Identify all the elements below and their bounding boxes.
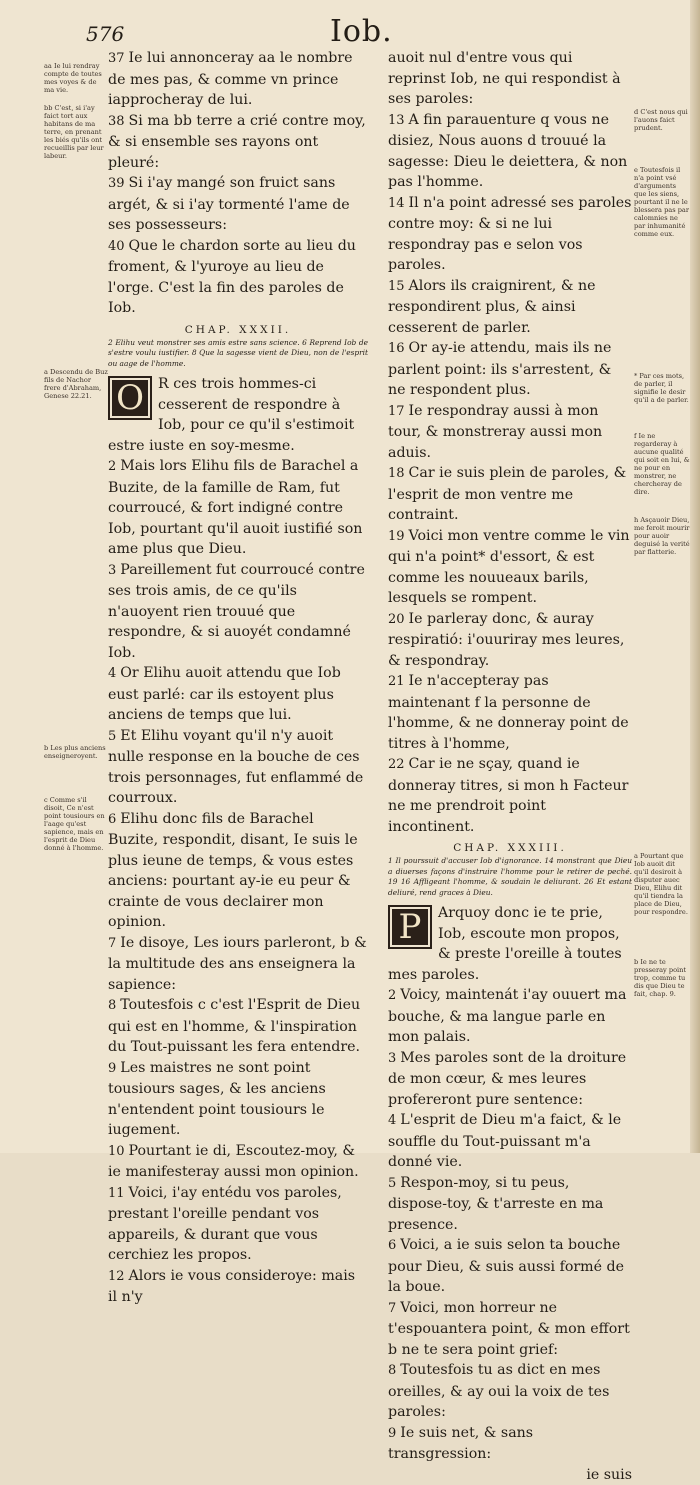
- verse-32-5: 5 Et Elihu voyant qu'il n'y auoit nulle response en la bouche de ces trois personnages, fut enflammé de courroux.: [108, 726, 368, 809]
- verse-31-38: 38 Si ma bb terre a crié contre moy, & si ensemble ses rayons ont pleuré:: [108, 111, 368, 174]
- verse-32-19: 19 Voici mon ventre comme le vin qui n'a point* d'essort, & est comme les nouueaux barils, lesquels se rompent.: [388, 526, 632, 609]
- verse-32-2: 2 Mais lors Elihu fils de Barachel a Buzite, de la famille de Ram, fut courroucé, & fort indigné contre Iob, pourtant qu'il auoit iustifié son ame plus que Dieu.: [108, 456, 368, 560]
- margin-note-e: e Toutesfois il n'a point vsé d'arguments que les siens, pourtant il ne le blessera pas par calomnies ne par inhumanité comme eux.: [634, 166, 690, 238]
- margin-note-f: f Ie ne regarderay à aucune qualité qui soit en lui, & ne pour en monstrer, ne chercheray de dire.: [634, 432, 690, 496]
- verse-33-1: P Arquoy donc ie te prie, Iob, escoute mon propos, & preste l'oreille à toutes mes paroles.: [388, 903, 632, 985]
- chapter-summary: 1 Il pourssuit d'accuser Iob d'ignorance. 14 monstrant que Dieu a diuerses façons d'instruire l'homme pour le retirer de peché. 19 16 Affligeant l'homme, & soudain le deliurant. 26 Et estant deliuré, rend graces à Dieu.: [388, 856, 632, 898]
- drop-cap: P: [388, 905, 432, 949]
- verse-33-8: 8 Toutesfois tu as dict en mes oreilles, & ay oui la voix de tes paroles:: [388, 1360, 632, 1423]
- verse-32-3: 3 Pareillement fut courroucé contre ses trois amis, de ce qu'ils n'auoyent rien trouué que respondre, & si auoyét condamné Iob.: [108, 560, 368, 664]
- verse-32-9: 9 Les maistres ne sont point tousiours sages, & les anciens n'entendent point tousiours le iugement.: [108, 1058, 368, 1141]
- verse-32-18: 18 Car ie suis plein de paroles, & l'esprit de mon ventre me contraint.: [388, 463, 632, 526]
- verse-33-3: 3 Mes paroles sont de la droiture de mon cœur, & mes leures profereront pure sentence:: [388, 1048, 632, 1111]
- margin-note-star: * Par ces mots, de parler, il signifie le desir qu'il a de parler.: [634, 372, 690, 404]
- chapter-summary: 2 Elihu veut monstrer ses amis estre sans science. 6 Reprend Iob de s'estre voulu iustifier. 8 Que la sagesse vient de Dieu, non de l'esprit ou aage de l'homme.: [108, 338, 368, 370]
- margin-note-h: h Asçauoir Dieu, me feroit mourir pour auoir deguisé la verité par flatterie.: [634, 516, 690, 556]
- verse-32-6: 6 Elihu donc fils de Barachel Buzite, respondit, disant, Ie suis le plus ieune de temps, & vous estes anciens: pourtant ay-ie eu peur & crainte de vous declairer mon opinion.: [108, 809, 368, 933]
- verse-32-1: O R ces trois hommes-ci cesserent de respondre à Iob, pour ce qu'il s'estimoit estre iuste en soy-mesme.: [108, 374, 368, 456]
- folio-number: 576: [86, 22, 124, 46]
- verse-33-9: 9 Ie suis net, & sans transgression:: [388, 1423, 632, 1465]
- verse-31-40: 40 Que le chardon sorte au lieu du froment, & l'yuroye au lieu de l'orge. C'est la fin des paroles de Iob.: [108, 236, 368, 319]
- verse-32-17: 17 Ie respondray aussi à mon tour, & monstreray aussi mon aduis.: [388, 401, 632, 464]
- verse-32-7: 7 Ie disoye, Les iours parleront, b & la multitude des ans enseignera la sapience:: [108, 933, 368, 996]
- verse-32-12-cont: auoit nul d'entre vous qui reprinst Iob, ne qui respondist à ses paroles:: [388, 48, 632, 110]
- running-title: Iob.: [330, 14, 393, 49]
- verse-31-37: 37 Ie lui annonceray aa le nombre de mes pas, & comme vn prince iapprocheray de lui.: [108, 48, 368, 111]
- verse-31-39: 39 Si i'ay mangé son fruict sans argét, & si i'ay tormenté l'ame de ses possesseurs:: [108, 173, 368, 236]
- verse-32-21: 21 Ie n'accepteray pas maintenant f la personne de l'homme, & ne donneray point de titres à l'homme,: [388, 671, 632, 754]
- verse-32-8: 8 Toutesfois c c'est l'Esprit de Dieu qui est en l'homme, & l'inspiration du Tout-puissant les fera entendre.: [108, 995, 368, 1058]
- margin-note-b: b Les plus anciens enseigneroyent.: [44, 744, 108, 760]
- verse-32-13: 13 A fin parauenture q vous ne disiez, Nous auons d trouué la sagesse: Dieu le deiettera, & non pas l'homme.: [388, 110, 632, 193]
- drop-cap: O: [108, 376, 152, 420]
- margin-note-a2: a Pourtant que Iob auoit dit qu'il desiroit à disputer auec Dieu, Elihu dit qu'il tiendra la place de Dieu, pour respondre.: [634, 852, 690, 916]
- margin-note-bb: bb C'est, si i'ay faict tort aux habitans de ma terre, en prenant les biés qu'ils ont recueillis par leur labeur.: [44, 104, 108, 160]
- chapter-heading: CHAP. XXXIII.: [388, 842, 632, 854]
- verse-33-5: 5 Respon-moy, si tu peus, dispose-toy, & t'arreste en ma presence.: [388, 1173, 632, 1236]
- verse-32-4: 4 Or Elihu auoit attendu que Iob eust parlé: car ils estoyent plus anciens de temps que lui.: [108, 663, 368, 726]
- verse-32-16: 16 Or ay-ie attendu, mais ils ne parlent point: ils s'arrestent, & ne respondent plus.: [388, 338, 632, 401]
- verse-33-2: 2 Voicy, maintenát i'ay ouuert ma bouche, & ma langue parle en mon palais.: [388, 985, 632, 1048]
- page-edge: [690, 0, 700, 1153]
- verse-32-11: 11 Voici, i'ay entédu vos paroles, prestant l'oreille pendant vos appareils, & durant que vous cerchiez les propos.: [108, 1183, 368, 1266]
- margin-note-aa: aa Ie lui rendray compte de toutes mes voyes & de ma vie.: [44, 62, 108, 94]
- verse-32-10: 10 Pourtant ie di, Escoutez-moy, & ie manifesteray aussi mon opinion.: [108, 1141, 368, 1183]
- verse-33-7: 7 Voici, mon horreur ne t'espouantera point, & mon effort b ne te sera point grief:: [388, 1298, 632, 1361]
- margin-note-b2: b Ie ne te presseray point trop, comme tu dis que Dieu te fait, chap. 9.: [634, 958, 690, 998]
- verse-32-22: 22 Car ie ne sçay, quand ie donneray titres, si mon h Facteur ne me prendroit point incontinent.: [388, 754, 632, 837]
- margin-note-c: c Comme s'il disoit, Ce n'est point tousiours en l'aage qu'est sapience, mais en l'esprit de Dieu donné à l'homme.: [44, 796, 108, 852]
- catchword: ie suis: [388, 1465, 632, 1485]
- left-column: [108, 48, 368, 1308]
- verse-33-4: 4 L'esprit de Dieu m'a faict, & le souffle du Tout-puissant m'a donné vie.: [388, 1110, 632, 1173]
- verse-33-6: 6 Voici, a ie suis selon ta bouche pour Dieu, & suis aussi formé de la boue.: [388, 1235, 632, 1298]
- margin-note-d: d C'est nous qui l'auons faict prudent.: [634, 108, 690, 132]
- chapter-heading: CHAP. XXXII.: [108, 324, 368, 336]
- right-column: [388, 48, 632, 1485]
- verse-32-14: 14 Il n'a point adressé ses paroles contre moy: & si ne lui respondray pas e selon vos paroles.: [388, 193, 632, 276]
- verse-32-12: 12 Alors ie vous consideroye: mais il n'y: [108, 1266, 368, 1308]
- verse-32-15: 15 Alors ils craignirent, & ne respondirent plus, & ainsi cesserent de parler.: [388, 276, 632, 339]
- verse-32-20: 20 Ie parleray donc, & auray respiratió: i'ouuriray mes leures, & respondray.: [388, 609, 632, 672]
- margin-note-a: a Descendu de Buz fils de Nachor frere d'Abraham, Genese 22.21.: [44, 368, 108, 400]
